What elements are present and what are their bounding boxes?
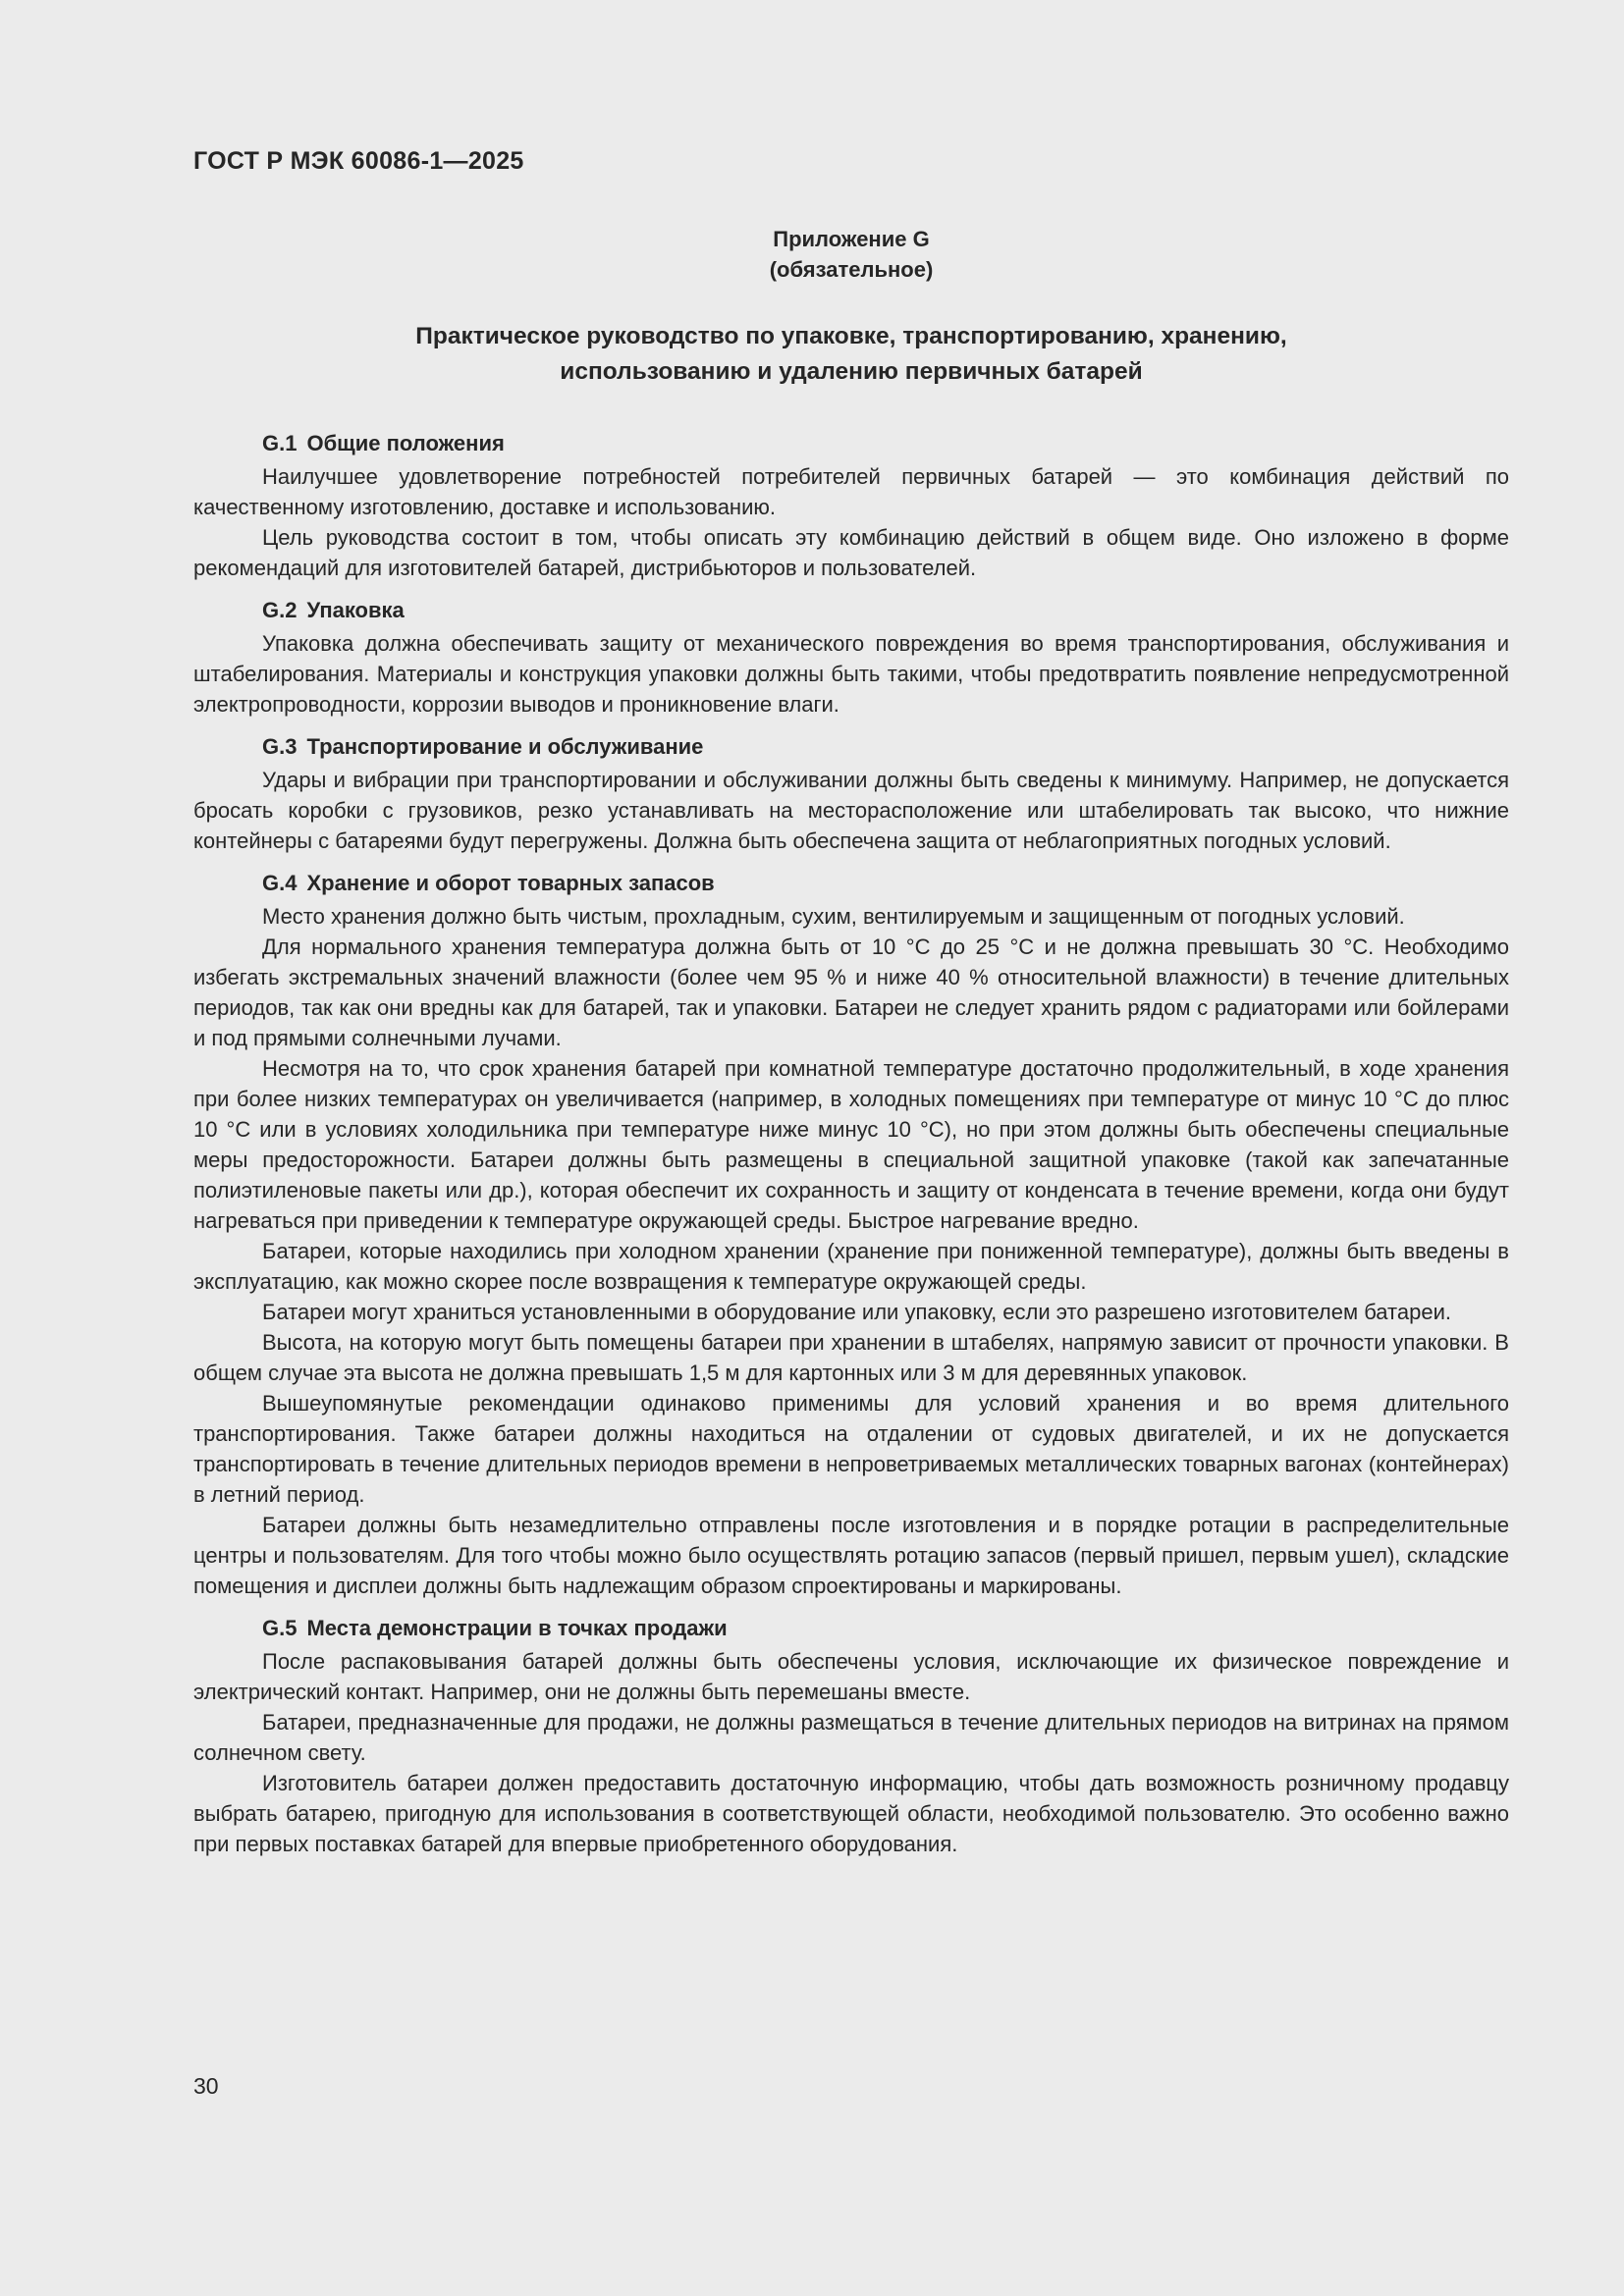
paragraph: Несмотря на то, что срок хранения батарей при комнатной температуре достаточно продолжительный, в ходе хранения при более низких температурах он увеличивается (например, в холодных помещениях при температуре от минус 10 °С до плюс 10 °С или в условиях холодильника при температуре ниже минус 10 °С), но при этом должны быть обеспечены специальные меры предосторожности. Батареи должны быть размещены в специальной защитной упаковке (такой как запечатанные полиэтиленовые пакеты или др.), которая обеспечит их сохранность и защиту от конденсата в течение времени, когда они будут нагреваться при приведении к температуре окружающей среды. Быстрое нагревание вредно. [193, 1056, 1509, 1233]
section-g-2 [193, 595, 1509, 720]
appendix-label: Приложение G [773, 227, 930, 251]
document-body [193, 428, 1509, 1871]
section-heading [193, 428, 1509, 458]
paragraph: Батареи, которые находились при холодном хранении (хранение при пониженной температуре), должны быть введены в эксплуатацию, как можно скорее после возвращения к температуре окружающей среды. [193, 1239, 1509, 1294]
section-number: G.5 [262, 1616, 298, 1640]
section-heading [193, 868, 1509, 898]
paragraph: Батареи могут храниться установленными в оборудование или упаковку, если это разрешено изготовителем батареи. [262, 1300, 1451, 1324]
paragraph: Цель руководства состоит в том, чтобы описать эту комбинацию действий в общем виде. Оно изложено в форме рекомендаций для изготовителей батарей, дистрибьюторов и пользователей. [193, 525, 1509, 580]
section-g-1 [193, 428, 1509, 583]
paragraph: Изготовитель батареи должен предоставить достаточную информацию, чтобы дать возможность розничному продавцу выбрать батарею, пригодную для использования в соответствующей области, необходимой пользователю. Это особенно важно при первых поставках батарей для впервые приобретенного оборудования. [193, 1771, 1509, 1856]
section-title: Хранение и оборот товарных запасов [306, 871, 715, 895]
section-number: G.3 [262, 734, 298, 759]
appendix-title [193, 319, 1509, 390]
section-heading [193, 595, 1509, 625]
document-id: ГОСТ Р МЭК 60086-1—2025 [193, 147, 524, 175]
section-title: Места демонстрации в точках продажи [306, 1616, 728, 1640]
paragraph: Батареи должны быть незамедлительно отправлены после изготовления и в порядке ротации в распределительные центры и пользователям. Для того чтобы можно было осуществлять ротацию запасов (первый пришел, первым ушел), складские помещения и дисплеи должны быть надлежащим образом спроектированы и маркированы. [193, 1513, 1509, 1598]
appendix-title-line-2: использованию и удалению первичных батарей [560, 358, 1143, 385]
section-g-3 [193, 731, 1509, 856]
paragraph: После распаковывания батарей должны быть обеспечены условия, исключающие их физическое повреждение и электрический контакт. Например, они не должны быть перемешаны вместе. [193, 1649, 1509, 1704]
section-title: Упаковка [306, 598, 405, 622]
appendix-title-line-1: Практическое руководство по упаковке, транспортированию, хранению, [415, 323, 1287, 349]
section-g-4 [193, 868, 1509, 1601]
paragraph: Место хранения должно быть чистым, прохладным, сухим, вентилируемым и защищенным от погодных условий. [262, 904, 1405, 929]
appendix-status: (обязательное) [769, 257, 934, 282]
paragraph: Вышеупомянутые рекомендации одинаково применимы для условий хранения и во время длительного транспортирования. Также батареи должны находиться на отдалении от судовых двигателей, и их не допускается транспортировать в течение длительных периодов времени в непроветриваемых металлических товарных вагонах (контейнерах) в летний период. [193, 1391, 1509, 1507]
appendix-heading [193, 224, 1509, 285]
section-number: G.1 [262, 431, 298, 455]
paragraph: Батареи, предназначенные для продажи, не должны размещаться в течение длительных периодов на витринах на прямом солнечном свету. [193, 1710, 1509, 1765]
section-number: G.4 [262, 871, 298, 895]
paragraph: Для нормального хранения температура должна быть от 10 °С до 25 °С и не должна превышать 30 °С. Необходимо избегать экстремальных значений влажности (более чем 95 % и ниже 40 % относительной влажности) в течение длительных периодов, так как они вредны как для батарей, так и упаковки. Батареи не следует хранить рядом с радиаторами или бойлерами и под прямыми солнечными лучами. [193, 934, 1509, 1050]
paragraph: Удары и вибрации при транспортировании и обслуживании должны быть сведены к минимуму. Например, не допускается бросать коробки с грузовиков, резко устанавливать на месторасположение или штабелировать так высоко, что нижние контейнеры с батареями будут перегружены. Должна быть обеспечена защита от неблагоприятных погодных условий. [193, 768, 1509, 853]
section-heading [193, 1613, 1509, 1643]
paragraph: Высота, на которую могут быть помещены батареи при хранении в штабелях, напрямую зависит от прочности упаковки. В общем случае эта высота не должна превышать 1,5 м для картонных или 3 м для деревянных упаковок. [193, 1330, 1509, 1385]
section-number: G.2 [262, 598, 298, 622]
page-number: 30 [193, 2073, 219, 2099]
paragraph: Наилучшее удовлетворение потребностей потребителей первичных батарей — это комбинация действий по качественному изготовлению, доставке и использованию. [193, 464, 1509, 519]
section-title: Общие положения [306, 431, 505, 455]
section-title: Транспортирование и обслуживание [306, 734, 704, 759]
paragraph: Упаковка должна обеспечивать защиту от механического повреждения во время транспортирования, обслуживания и штабелирования. Материалы и конструкция упаковки должны быть такими, чтобы предотвратить появление непредусмотренной электропроводности, коррозии выводов и проникновение влаги. [193, 631, 1509, 717]
section-g-5 [193, 1613, 1509, 1859]
section-heading [193, 731, 1509, 762]
